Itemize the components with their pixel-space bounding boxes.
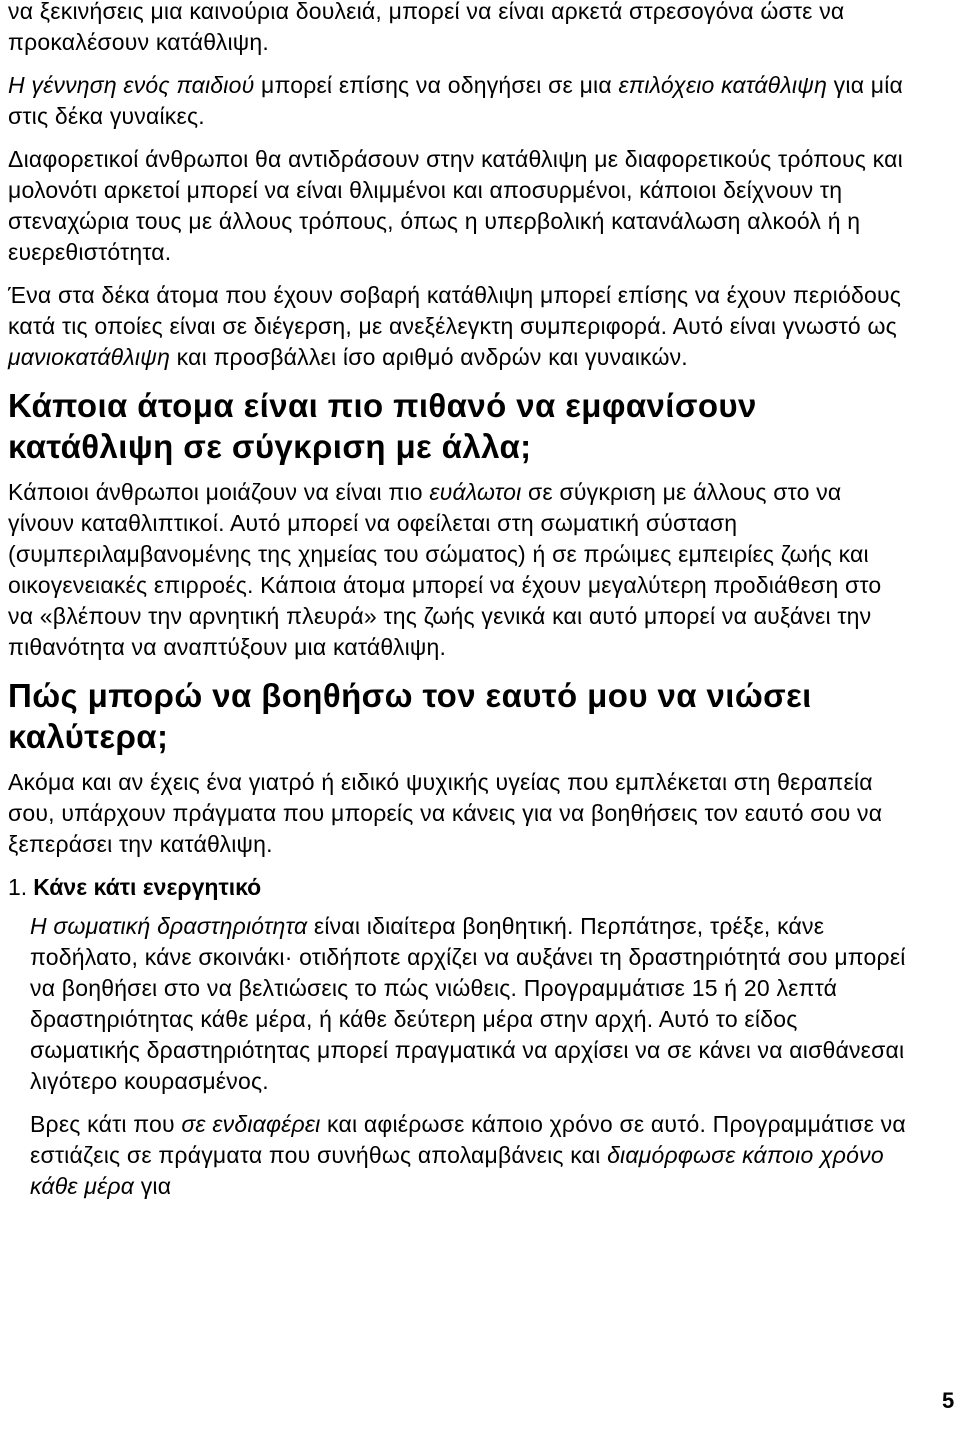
paragraph-physical-activity bbox=[30, 911, 908, 1097]
list-item-number: 1. bbox=[8, 874, 28, 900]
paragraph-reactions bbox=[8, 144, 908, 268]
italic-term: Η γέννηση ενός παιδιού bbox=[8, 72, 255, 98]
paragraph-text: για μία στις δέκα γυναίκες. bbox=[8, 72, 904, 129]
paragraph-text: και αφιέρωσε κάποιο χρόνο σε αυτό. Προγραμμάτισε να εστιάζεις σε πράγματα που συνήθως απολαμβάνεις και bbox=[30, 1111, 906, 1168]
heading-text: Πώς μπορώ να βοηθήσω τον εαυτό μου να νιώσει καλύτερα; bbox=[8, 677, 812, 755]
paragraph-stress-events bbox=[8, 0, 908, 58]
paragraph-text: είναι ιδιαίτερα βοηθητική. Περπάτησε, τρέξε, κάνε ποδήλατο, κάνε σκοινάκι· οτιδήποτε αρχίζει να αυξάνει τη δραστηριότητά σου μπορεί να βοηθήσει στο να βελτιώσεις το πώς νιώθεις. Προγραμμάτισε 15 ή 20 λεπτά δραστηριότητας κάθε μέρα, ή κάθε δεύτερη μέρα στην αρχή. Αυτό το είδος σωματικής δραστηριότητας μπορεί πραγματικά να αρχίσει να σε κάνει να αισθάνεσαι λιγότερο κουρασμένος. bbox=[30, 913, 906, 1094]
section-heading-self-help bbox=[8, 675, 908, 757]
paragraph-text: Κάποιοι άνθρωποι μοιάζουν να είναι πιο bbox=[8, 479, 430, 505]
paragraph-self-help-intro bbox=[8, 767, 908, 860]
paragraph-text: να ξεκινήσεις μια καινούρια δουλειά, μπορεί να είναι αρκετά στρεσογόνα ώστε να προκαλέσουν κατάθλιψη. bbox=[8, 0, 845, 55]
list-item-title: Κάνε κάτι ενεργητικό bbox=[33, 874, 262, 900]
italic-term: διαμόρφωσε κάποιο χρόνο κάθε μέρα bbox=[30, 1142, 884, 1199]
paragraph-text: Διαφορετικοί άνθρωποι θα αντιδράσουν στην κατάθλιψη με διαφορετικούς τρόπους και μολονότι αρκετοί μπορεί να είναι θλιμμένοι και αποσυρμένοι, κάποιοι δείχνουν τη στεναχώρια τους με άλλους τρόπους, όπως η υπερβολική κατανάλωση αλκοόλ ή η ευερεθιστότητα. bbox=[8, 146, 903, 265]
paragraph-text: και προσβάλλει ίσο αριθμό ανδρών και γυναικών. bbox=[170, 344, 688, 370]
paragraph-interests bbox=[30, 1109, 908, 1202]
paragraph-vulnerability bbox=[8, 477, 908, 663]
paragraph-postnatal bbox=[8, 70, 908, 132]
italic-term: σε ενδιαφέρει bbox=[181, 1111, 321, 1137]
paragraph-text: Ακόμα και αν έχεις ένα γιατρό ή ειδικό ψυχικής υγείας που εμπλέκεται στη θεραπεία σου, υπάρχουν πράγματα που μπορείς να κάνεις για να βοηθήσεις τον εαυτό σου να ξεπεράσει την κατάθλιψη. bbox=[8, 769, 883, 857]
italic-term: ευάλωτοι bbox=[429, 479, 522, 505]
section-heading-vulnerability bbox=[8, 385, 908, 467]
paragraph-text: Βρες κάτι που bbox=[30, 1111, 182, 1137]
italic-term: επιλόχειο κατάθλιψη bbox=[618, 72, 828, 98]
heading-text: Κάποια άτομα είναι πιο πιθανό να εμφανίσουν κατάθλιψη σε σύγκριση με άλλα; bbox=[8, 387, 757, 465]
list-item-heading bbox=[8, 872, 908, 903]
page-number: 5 bbox=[942, 1388, 955, 1413]
paragraph-text: Ένα στα δέκα άτομα που έχουν σοβαρή κατάθλιψη μπορεί επίσης να έχουν περιόδους κατά τις οποίες είναι σε διέγερση, με ανεξέλεγκτη συμπεριφορά. Αυτό είναι γνωστό ως bbox=[8, 282, 902, 339]
document-page bbox=[8, 0, 908, 1214]
paragraph-text: μπορεί επίσης να οδηγήσει σε μια bbox=[254, 72, 619, 98]
italic-term: μανιοκατάθλιψη bbox=[8, 344, 171, 370]
paragraph-manic-depression bbox=[8, 280, 908, 373]
italic-term: Η σωματική δραστηριότητα bbox=[30, 913, 308, 939]
paragraph-text: σε σύγκριση με άλλους στο να γίνουν καταθλιπτικοί. Αυτό μπορεί να οφείλεται στη σωματική σύσταση (συμπεριλαμβανομένης της χημείας του σώματος) ή σε πρώιμες εμπειρίες ζωής και οικογενειακές επιρροές. Κάποια άτομα μπορεί να έχουν μεγαλύτερη προδιάθεση στο να «βλέπουν την αρνητική πλευρά» της ζωής γενικά και αυτό μπορεί να αυξάνει την πιθανότητα να αναπτύξουν μια κατάθλιψη. bbox=[8, 479, 882, 660]
paragraph-text: για bbox=[134, 1173, 172, 1199]
